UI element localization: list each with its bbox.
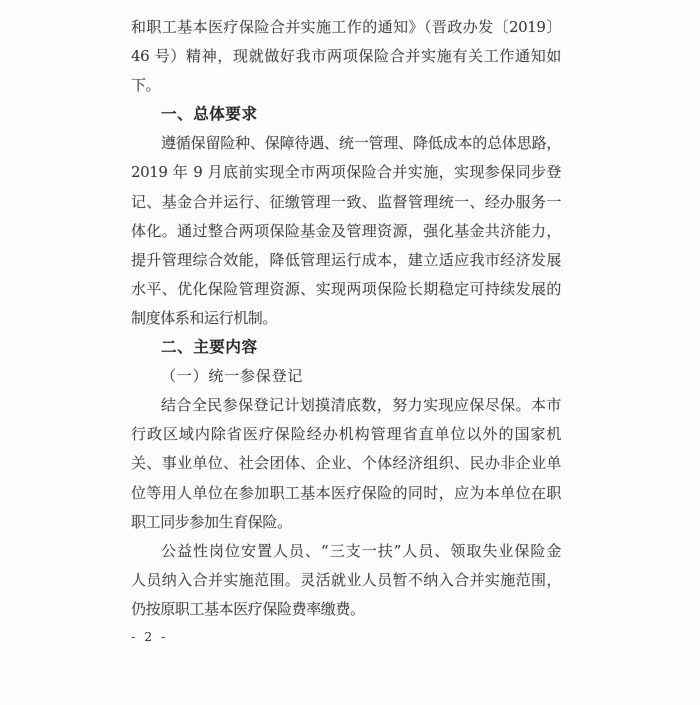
doc-line-body: 人员纳入合并实施范围。灵活就业人员暂不纳入合并实施范围， [131, 570, 561, 589]
doc-line-continuation-2: 46 号）精神，现就做好我市两项保险合并实施有关工作通知如 [131, 47, 561, 66]
doc-line-body: 2019 年 9 月底前实现全市两项保险合并实施，实现参保同步登 [131, 163, 561, 182]
doc-line-body: 提升管理综合效能，降低管理运行成本，建立适应我市经济发展 [131, 250, 561, 269]
document-text-block [131, 13, 561, 644]
doc-line-body: 水平、优化保险管理资源、实现两项保险长期稳定可持续发展的 [131, 279, 561, 298]
doc-line-body: 遵循保留险种、保障待遇、统一管理、降低成本的总体思路， [161, 134, 561, 153]
doc-line-paragraph-end: 仍按原职工基本医疗保险费率缴费。 [131, 599, 365, 618]
doc-line-body: 行政区域内除省医疗保险经办机构管理省直单位以外的国家机 [131, 425, 561, 444]
doc-line-body: 记、基金合并运行、征缴管理一致、监督管理统一、经办服务一 [131, 192, 561, 211]
doc-line-paragraph-end: 职工同步参加生育保险。 [131, 512, 292, 531]
doc-line-paragraph-end: 制度体系和运行机制。 [131, 308, 278, 327]
doc-line-body: 位等用人单位在参加职工基本医疗保险的同时，应为本单位在职 [131, 483, 561, 502]
doc-line-body: 体化。通过整合两项保险基金及管理资源，强化基金共济能力， [131, 221, 561, 240]
section-heading-overall-requirements: 一、总体要求 [161, 105, 258, 124]
page-number: - 2 - [131, 628, 168, 644]
doc-line-body: 公益性岗位安置人员、“三支一扶”人员、领取失业保险金 [161, 541, 561, 560]
doc-line-body: 关、事业单位、社会团体、企业、个体经济组织、民办非企业单 [131, 454, 561, 473]
section-heading-main-content: 二、主要内容 [161, 338, 258, 357]
doc-line-body: 结合全民参保登记计划摸清底数，努力实现应保尽保。本市 [161, 396, 561, 415]
subsection-heading-unified-registration: （一）统一参保登记 [161, 367, 304, 386]
doc-line-continuation-1: 和职工基本医疗保险合并实施工作的通知》（晋政办发〔2019〕 [131, 18, 561, 36]
doc-line-paragraph-end: 下。 [131, 76, 161, 95]
